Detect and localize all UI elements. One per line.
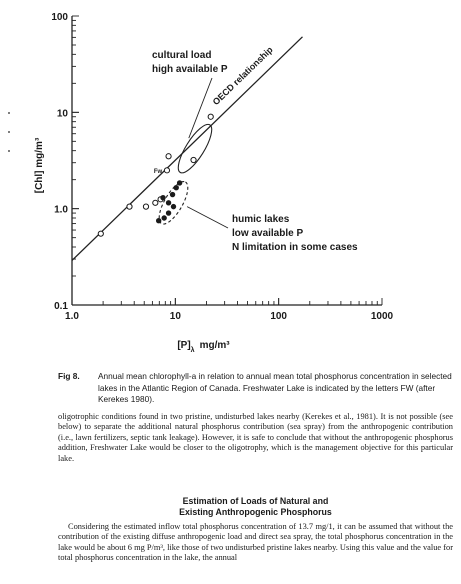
filled-data-point [171, 204, 175, 208]
figure-caption-text: Annual mean chlorophyll-a in relation to annual mean total phosphorus concentration in selected lakes in the Atlantic Region of Canada. Freshwater Lake is indicated by the letters FW (after Kerekes 1980). [98, 371, 452, 405]
filled-data-point [170, 192, 174, 196]
x-axis-label: $[P]_\lambda$ mg/m³ [177, 340, 230, 354]
body-paragraph-1: oligotrophic conditions found in two pristine, undisturbed lakes nearby (Kerekes et al., 1981). It is not possible (see below) to separate the additional natural phosphorus contribution (sea spray) from the anthropogenic contribution (i.e., lawn fertilizers, septic tank leakage). However, it is safe to conclude that without the anthropogenic phosphorus addition, Freshwater Lake would be closer to the oligotrophy, which is the management objective for this particular lake. [58, 412, 453, 463]
open-data-point [153, 200, 158, 205]
margin-mark [8, 112, 10, 114]
open-data-point [143, 204, 148, 209]
margin-mark [8, 150, 10, 152]
open-data-point [208, 114, 213, 119]
y-tick-label: 10 [56, 108, 68, 120]
open-data-point [191, 157, 196, 162]
humic-lakes-label: N limitation in some cases [232, 242, 358, 253]
filled-data-point [162, 216, 166, 220]
cultural-load-pointer [189, 78, 212, 138]
section-heading-line-1: Estimation of Loads of Natural and [182, 496, 329, 506]
figure-label: Fig 8. [58, 371, 80, 381]
open-data-point [127, 204, 132, 209]
cultural-load-label: high available P [152, 64, 228, 75]
filled-data-point [156, 219, 160, 223]
x-tick-label: 1000 [370, 311, 394, 322]
humic-lakes-pointer [187, 207, 228, 228]
humic-lakes-label: humic lakes [232, 214, 290, 225]
cultural-load-label: cultural load [152, 50, 212, 61]
cultural-load-ellipse [173, 120, 218, 177]
section-heading-line-2: Existing Anthropogenic Phosphorus [179, 507, 332, 517]
x-tick-label: 100 [270, 311, 288, 322]
humic-lakes-label: low available P [232, 228, 304, 239]
y-tick-label: 1.0 [54, 204, 68, 216]
filled-data-point [174, 186, 178, 190]
oecd-line-label: OECD relationship [210, 44, 275, 108]
filled-data-point [161, 195, 165, 199]
figure-caption [58, 371, 453, 406]
body-paragraph-2: Considering the estimated inflow total phosphorus concentration of 13.7 mg/1, it can be assumed that without the contribution of the existing diffuse anthropogenic load and direct sea spray, the total phosphorus concentration in the lake would be about 6 mg P/m³, like those of two undisturbed pristine lakes nearby. Using this value and the value for total phosphorus concentration in the lake, the annual [58, 522, 453, 563]
y-tick-label: 100 [51, 12, 68, 23]
margin-mark [8, 131, 10, 133]
filled-data-point [166, 201, 170, 205]
filled-data-point [166, 211, 170, 215]
open-data-point [166, 154, 171, 159]
y-axis-label: [Chl] mg/m³ [34, 137, 45, 194]
fw-label: Fw [153, 168, 163, 175]
x-tick-label: 10 [169, 311, 181, 322]
y-tick-label: 0.1 [54, 301, 68, 312]
filled-data-point [177, 181, 181, 185]
open-data-point [164, 168, 169, 173]
x-tick-label: 1.0 [65, 311, 79, 322]
open-data-point [98, 231, 103, 236]
